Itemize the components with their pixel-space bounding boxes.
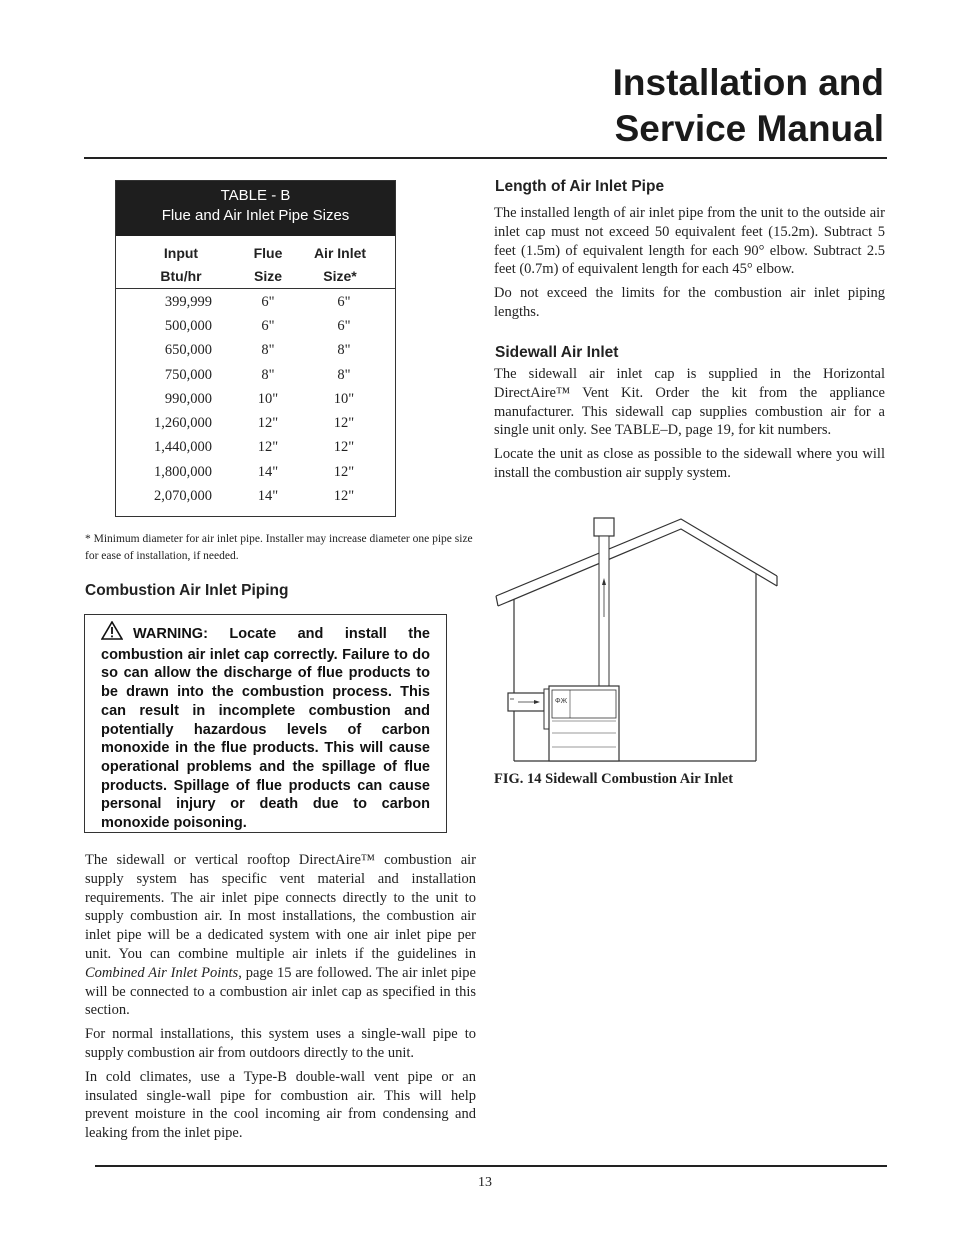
column-header-air-inlet-line1: Air Inlet <box>313 245 367 261</box>
table-header <box>116 181 395 236</box>
cell-air-inlet: 12" <box>333 415 355 431</box>
title-line-2: Service Manual <box>614 108 884 149</box>
table-row <box>116 342 395 366</box>
cell-flue: 14" <box>257 464 279 480</box>
title-line-1: Installation and <box>612 62 884 103</box>
combustion-paragraph-1 <box>85 851 476 1020</box>
warning-body: : Locate and install the combustion air inlet cap correctly. Failure to do so can allow the discharge of flue products to be drawn into the combustion process. This can result in incomplete combustion and potentially hazardous levels of carbon monoxide in the flue products. This will cause operational problems and the spillage of flue products. Spillage of flue products can cause personal injury or death due to carbon monoxide poisoning. <box>101 626 430 832</box>
combustion-p1-text-a: The sidewall or vertical rooftop DirectAire™ combustion air supply system has specific vent material and installation requirements. The air inlet pipe connects directly to the unit to supply combustion air. In most installations, the combustion air inlet pipe will be a dedicated system with one air inlet pipe per unit. You can combine multiple air inlets if the guidelines in <box>85 852 476 962</box>
cell-air-inlet: 6" <box>337 318 351 334</box>
warning-box <box>84 614 447 833</box>
table-row <box>116 294 395 318</box>
cell-flue: 6" <box>261 318 275 334</box>
table-row <box>116 488 395 512</box>
cell-input: 990,000 <box>164 391 212 407</box>
table-footnote: * Minimum diameter for air inlet pipe. Installer may increase diameter one pipe size for ease of installation, if needed. <box>85 533 473 562</box>
cell-flue: 10" <box>257 391 279 407</box>
sidewall-heading: Sidewall Air Inlet <box>495 344 619 361</box>
figure-caption: FIG. 14 Sidewall Combustion Air Inlet <box>494 771 734 787</box>
vent-cap <box>594 518 614 536</box>
roof-outline-top <box>496 519 777 596</box>
cell-air-inlet: 12" <box>333 439 355 455</box>
combustion-p1-reference: Combined Air Inlet Points <box>85 964 239 981</box>
cell-input: 399,999 <box>164 294 212 310</box>
appliance-gauge: ΦЖ <box>555 698 568 705</box>
length-paragraph-1: The installed length of air inlet pipe from the unit to the outside air inlet cap must not exceed 50 equivalent feet (15.2m). Subtract 5 feet (1.5m) of equivalent length for each 90° elbow. Subtract 2.5 feet (0.7m) of equivalent length for each 45° elbow. <box>494 205 885 278</box>
cell-air-inlet: 8" <box>337 367 351 383</box>
table-row <box>116 318 395 342</box>
pipe-size-table <box>115 180 396 517</box>
cell-air-inlet: 6" <box>337 294 351 310</box>
length-paragraph-2: Do not exceed the limits for the combustion air inlet piping lengths. <box>494 285 885 320</box>
roof-left-edge <box>496 596 498 606</box>
cell-input: 1,440,000 <box>154 439 212 455</box>
combustion-body <box>85 851 476 1148</box>
sidewall-air-inlet-figure <box>494 515 784 765</box>
cell-flue: 12" <box>257 415 279 431</box>
page-title <box>613 60 884 152</box>
roof-outline-bottom <box>498 529 777 606</box>
cell-input: 750,000 <box>164 367 212 383</box>
column-header-input-line2: Btu/hr <box>160 268 202 284</box>
table-row <box>116 367 395 391</box>
cell-flue: 8" <box>261 367 275 383</box>
cell-flue: 6" <box>261 294 275 310</box>
header-rule <box>84 157 887 159</box>
sidewall-paragraph-2: Locate the unit as close as possible to the sidewall where you will install the combustion air supply system. <box>494 446 885 481</box>
warning-triangle-icon <box>101 621 123 646</box>
column-header-air-inlet <box>304 242 376 288</box>
length-body <box>494 204 885 327</box>
table-row <box>116 464 395 488</box>
cell-input: 650,000 <box>164 342 212 358</box>
warning-label: WARNING <box>133 626 204 642</box>
sidewall-body <box>494 365 885 488</box>
table-column-headers <box>116 236 395 289</box>
column-header-flue <box>246 242 290 288</box>
cell-input: 1,800,000 <box>154 464 212 480</box>
combustion-paragraph-2: For normal installations, this system uses a single-wall pipe to supply combustion air from outdoors directly to the unit. <box>85 1026 476 1061</box>
table-subtitle: Flue and Air Inlet Pipe Sizes <box>161 207 350 224</box>
cell-flue: 14" <box>257 488 279 504</box>
page-number: 13 <box>478 1175 492 1190</box>
footer-rule <box>95 1165 887 1167</box>
combustion-paragraph-3: In cold climates, use a Type-B double-wall vent pipe or an insulated single-wall pipe for combustion air. This will help prevent moisture in the cool incoming air from condensing and leaking from the inlet pipe. <box>85 1068 476 1142</box>
cell-air-inlet: 8" <box>337 342 351 358</box>
combustion-heading: Combustion Air Inlet Piping <box>85 582 289 599</box>
table-row <box>116 391 395 415</box>
column-header-input <box>149 242 213 288</box>
length-heading: Length of Air Inlet Pipe <box>495 178 665 195</box>
cell-input: 2,070,000 <box>154 488 212 504</box>
combustion-p1-text-b: , page 15 are followed. The air inlet pipe will be connected to a combustion air inlet cap as specified in this section. <box>85 964 476 1019</box>
table-row <box>116 439 395 463</box>
cell-air-inlet: 12" <box>333 464 355 480</box>
cell-air-inlet: 12" <box>333 488 355 504</box>
column-header-flue-line2: Size <box>253 268 282 284</box>
sidewall-paragraph-1: The sidewall air inlet cap is supplied in the Horizontal DirectAire™ Vent Kit. Order the kit from the appliance manufacturer. This sidewall cap supplies combustion air for a single unit only. See TABLE–D, page 19, for kit numbers. <box>494 366 885 439</box>
cell-input: 1,260,000 <box>154 415 212 431</box>
column-header-input-line1: Input <box>163 245 199 261</box>
warning-text-block <box>101 621 430 833</box>
cell-input: 500,000 <box>164 318 212 334</box>
column-header-air-inlet-line2: Size* <box>323 268 357 284</box>
table-row <box>116 415 395 439</box>
cell-air-inlet: 10" <box>333 391 355 407</box>
table-title: TABLE - B <box>220 187 291 204</box>
cell-flue: 8" <box>261 342 275 358</box>
cell-flue: 12" <box>257 439 279 455</box>
column-header-flue-line1: Flue <box>253 245 283 261</box>
